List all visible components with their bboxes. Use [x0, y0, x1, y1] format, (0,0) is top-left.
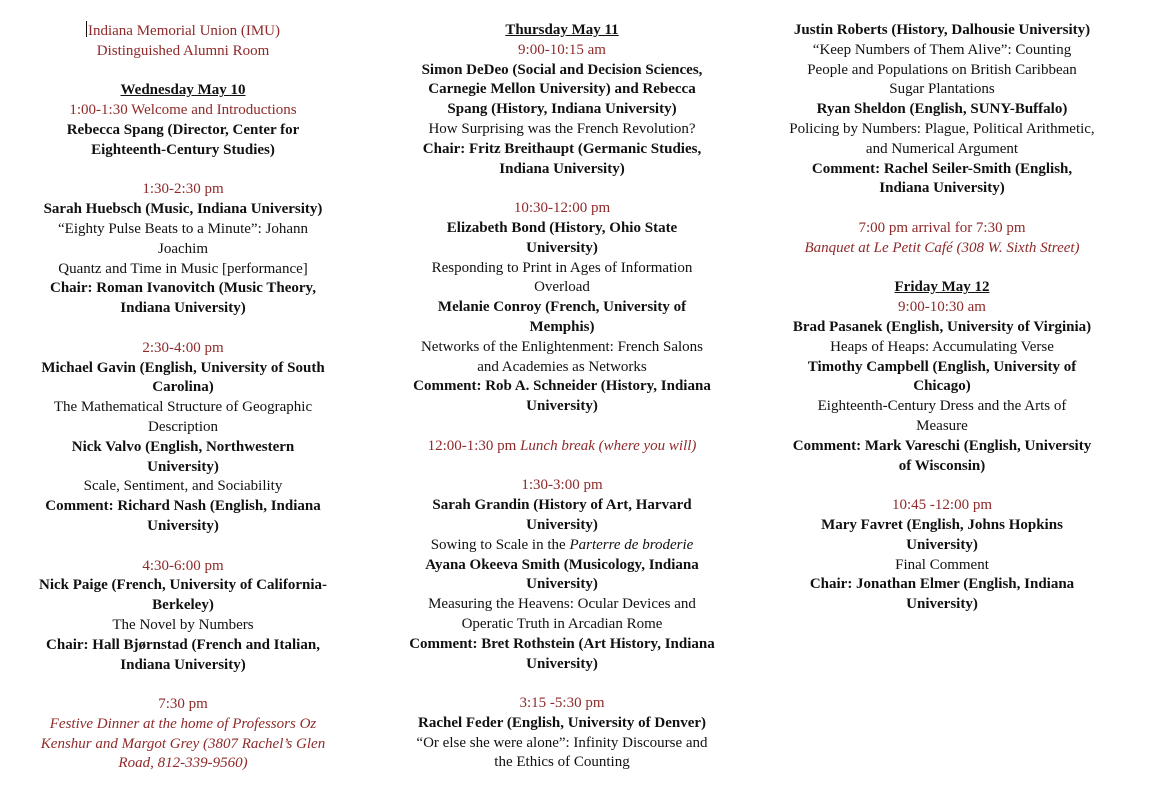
comment-line: Comment: Mark Vareschi (English, University: [792, 437, 1092, 454]
day-heading: Wednesday May 10: [120, 82, 246, 99]
talk-title: [398, 536, 726, 556]
talk-line: Operatic Truth in Arcadian Rome: [461, 615, 663, 632]
session-time: 10:45 -12:00 pm: [892, 497, 992, 514]
session-time: 1:30-3:00 pm: [521, 477, 603, 494]
speaker: Sarah Huebsch (Music, Indiana University): [43, 201, 323, 218]
comment: [768, 160, 1116, 200]
talk-title: Heaps of Heaps: Accumulating Verse: [830, 338, 1054, 355]
speaker-line: Memphis): [529, 318, 595, 335]
speaker-line: University): [526, 239, 598, 256]
chair-line: Chair: Roman Ivanovitch (Music Theory,: [50, 280, 316, 297]
talk-line: Description: [148, 418, 218, 435]
talk-title: [768, 41, 1116, 100]
speaker: [398, 298, 726, 338]
speaker-line: Nick Paige (French, University of California-: [38, 577, 327, 594]
lunch-break: [398, 437, 726, 457]
speaker-line: Eighteenth-Century Studies): [91, 141, 275, 158]
chair: [768, 575, 1116, 615]
talk-title: [398, 259, 726, 299]
speaker-line: Ayana Okeeva Smith (Musicology, Indiana: [425, 556, 699, 573]
speaker: [398, 219, 726, 259]
comment: [38, 497, 328, 537]
speaker: [38, 576, 328, 616]
column-thursday: [398, 21, 726, 773]
event-line: Kenshur and Margot Grey (3807 Rachel’s Glen: [40, 735, 326, 752]
comment-line: Comment: Rachel Seiler-Smith (English,: [811, 160, 1073, 177]
day-heading: Friday May 12: [894, 279, 990, 296]
venue-line: Distinguished Alumni Room: [96, 42, 270, 59]
speaker-line: Michael Gavin (English, University of South: [41, 359, 325, 376]
talk-line: Quantz and Time in Music [performance]: [58, 260, 308, 277]
talk-line: Measuring the Heavens: Ocular Devices and: [428, 596, 696, 613]
speaker-line: Carolina): [152, 379, 214, 396]
comment: [768, 437, 1116, 477]
talk-line: “Keep Numbers of Them Alive”: Counting: [812, 41, 1072, 58]
session-time: 3:15 -5:30 pm: [519, 695, 605, 712]
comment: [398, 377, 726, 417]
talk-title: [398, 338, 726, 378]
talk-title: [398, 734, 726, 774]
speaker-line: Carnegie Mellon University) and Rebecca: [428, 81, 696, 98]
comment-line: Indiana University): [879, 180, 1005, 197]
chair: [398, 140, 726, 180]
speaker: Nick Valvo (English, Northwestern University): [71, 438, 295, 475]
speaker: [768, 516, 1116, 556]
talk-text-italic: Parterre de broderie: [569, 536, 694, 553]
talk-title: How Surprising was the French Revolution?: [428, 120, 696, 137]
chair-line: Indiana University): [120, 300, 246, 317]
chair-line: Chair: Hall Bjørnstad (French and Italian,: [46, 636, 320, 653]
session-time: 2:30-4:00 pm: [142, 339, 224, 356]
dinner-event: [38, 715, 328, 774]
speaker: [768, 358, 1116, 398]
comment-line: of Wisconsin): [898, 457, 986, 474]
speaker-line: Sarah Grandin (History of Art, Harvard: [432, 497, 692, 514]
banquet-event: Banquet at Le Petit Café (308 W. Sixth Street): [804, 239, 1080, 256]
chair-line: Chair: Fritz Breithaupt (Germanic Studies,: [422, 140, 702, 157]
chair-line: University): [906, 596, 978, 613]
event-line: Festive Dinner at the home of Professors Oz: [49, 715, 317, 732]
talk-title: [768, 120, 1116, 160]
chair-line: Chair: Jonathan Elmer (English, Indiana: [809, 576, 1075, 593]
chair: [38, 279, 328, 319]
speaker: Brad Pasanek (English, University of Virginia): [792, 318, 1092, 335]
speaker-line: Berkeley): [152, 597, 214, 614]
comment-line: Comment: Richard Nash (English, Indiana: [45, 498, 321, 515]
session-time: 7:30 pm: [158, 696, 208, 713]
column-wednesday: [38, 21, 328, 774]
speaker: Ryan Sheldon (English, SUNY-Buffalo): [816, 101, 1068, 118]
comment-line: Comment: Rob A. Schneider (History, Indiana: [413, 378, 711, 395]
text-cursor: [86, 21, 87, 37]
talk-line: “Eighty Pulse Beats to a Minute”: Johann Joachim: [58, 220, 308, 257]
speaker: Justin Roberts (History, Dalhousie University): [793, 22, 1091, 38]
chair-line: Indiana University): [499, 160, 625, 177]
speaker-line: Simon DeDeo (Social and Decision Sciences,: [421, 61, 703, 78]
talk-title: Final Comment: [895, 556, 989, 573]
talk-line: Policing by Numbers: Plague, Political Arithmetic,: [789, 120, 1095, 137]
talk-line: and Academies as Networks: [477, 358, 647, 375]
column-thursday-friday: [768, 21, 1116, 615]
talk-title: [398, 595, 726, 635]
speaker-line: Timothy Campbell (English, University of: [807, 358, 1077, 375]
session-time: 10:30-12:00 pm: [513, 200, 611, 217]
day-heading: Thursday May 11: [505, 22, 619, 38]
session-time: 4:30-6:00 pm: [142, 557, 224, 574]
talk-line: “Or else she were alone”: Infinity Discourse and: [416, 734, 708, 751]
talk-line: The Mathematical Structure of Geographic: [53, 399, 313, 416]
speaker-line: University): [906, 536, 978, 553]
speaker: [398, 496, 726, 536]
comment-line: Comment: Bret Rothstein (Art History, Indiana: [409, 635, 715, 652]
session-time: 9:00-10:15 am: [518, 41, 606, 58]
talk-title: [768, 397, 1116, 437]
speaker: [38, 359, 328, 399]
speaker-line: Elizabeth Bond (History, Ohio State: [446, 219, 678, 236]
session-time: 1:30-2:30 pm: [142, 181, 224, 198]
comment-line: University): [526, 398, 598, 415]
banquet-time: 7:00 pm arrival for 7:30 pm: [858, 219, 1026, 236]
talk-line: Responding to Print in Ages of Information: [431, 259, 693, 276]
comment-line: University): [147, 517, 219, 534]
speaker-line: Mary Favret (English, Johns Hopkins: [821, 516, 1063, 533]
talk-line: the Ethics of Counting: [494, 754, 630, 771]
comment-line: University): [526, 655, 598, 672]
speaker-line: Chicago): [913, 378, 971, 395]
venue-line: Indiana Memorial Union (IMU): [87, 23, 281, 39]
talk-line: Overload: [534, 279, 590, 296]
talk-line: and Numerical Argument: [865, 140, 1019, 157]
lunch-time: 12:00-1:30 pm: [427, 437, 517, 454]
comment: [398, 635, 726, 675]
talk-line: People and Populations on British Caribbean: [807, 61, 1077, 78]
speaker: [38, 121, 328, 161]
talk-title: [38, 398, 328, 438]
talk-line: Measure: [916, 417, 968, 434]
session-time: 1:00-1:30 Welcome and Introductions: [69, 102, 297, 119]
talk-title: [38, 220, 328, 279]
talk-line: Sugar Plantations: [889, 81, 995, 98]
speaker-line: University): [526, 516, 598, 533]
event-line: Road, 812-339-9560): [118, 755, 248, 772]
chair-line: Indiana University): [120, 656, 246, 673]
venue: [38, 21, 328, 62]
session-time: 9:00-10:30 am: [898, 299, 986, 316]
chair: [38, 636, 328, 676]
talk-line: Networks of the Enlightenment: French Salons: [420, 338, 704, 355]
speaker: [398, 556, 726, 596]
speaker-line: Rebecca Spang (Director, Center for: [66, 121, 300, 138]
speaker: Rachel Feder (English, University of Denver): [417, 714, 707, 731]
talk-title: Scale, Sentiment, and Sociability: [83, 478, 283, 495]
speaker-line: Melanie Conroy (French, University of: [437, 299, 687, 316]
talk-line: Eighteenth-Century Dress and the Arts of: [817, 398, 1067, 415]
speaker-line: Spang (History, Indiana University): [447, 101, 677, 118]
lunch-label: Lunch break (where you will): [520, 437, 697, 454]
speaker: [398, 61, 726, 120]
speaker-line: University): [526, 576, 598, 593]
talk-title: The Novel by Numbers: [112, 616, 254, 633]
talk-text: Sowing to Scale in the: [430, 536, 570, 553]
